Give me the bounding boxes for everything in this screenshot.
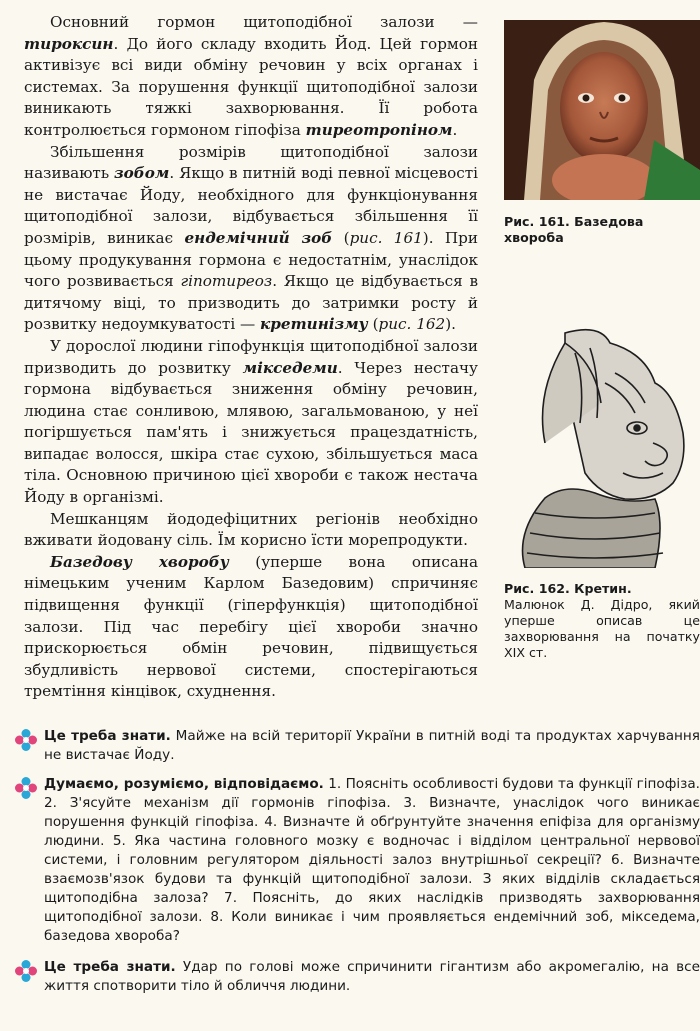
term-bold-italic: кретинізму	[260, 315, 368, 334]
text-run: (	[332, 228, 350, 247]
term-bold-italic: тироксин	[24, 34, 114, 53]
note-heading: Це треба знати.	[44, 728, 171, 744]
text-run: . Через нестачу гормона відбувається зниження обміну речовин, людина стає сонливою, млявою, загальмованою, у неї погіршується пам'ять і знижується працездатність, випадає волосся, шкіра стає сухою, збільшується маса тіла. Основною причиною цієї хвороби є також нестача Йоду в організмі.	[24, 358, 478, 507]
cretin-sketch	[505, 323, 700, 568]
term-italic: рис. 161	[349, 228, 423, 247]
flower-icon	[14, 959, 38, 983]
term-bold-italic: зобом	[113, 164, 170, 183]
figure-162-caption	[504, 581, 700, 661]
figure-162-caption-description: Малюнок Д. Дідро, який уперше описав це захворювання на початку XIX ст.	[504, 597, 700, 660]
figure-161-caption: Рис. 161. Базедова хвороба	[504, 214, 644, 245]
term-bold-italic: ендемічний зоб	[184, 228, 333, 247]
note-must-know-1	[14, 727, 700, 765]
term-bold-italic: мікседеми	[242, 358, 338, 377]
paragraph-5	[24, 552, 478, 703]
text-run: (	[367, 315, 379, 334]
text-run: (уперше вона описана німецьким ученим Карлом Базедовим) спричиняє підвищення функції (гіперфункція) щитоподібної залози. Під час перебігу цієї хвороби значно прискорюється обмін речовин, підвищується збудливість нервової системи, спостерігаються тремтіння кінцівок, схуднення.	[24, 552, 478, 701]
figure-162-caption-title: Рис. 162. Кретин.	[504, 581, 632, 596]
text-run: . Якщо в питній воді певної місцевості не вистачає Йоду, необхідного для функціонування щитоподібної залози, відбувається збільшення її розмірів, виникає	[24, 164, 478, 247]
note-body	[44, 958, 700, 996]
paragraph-1	[24, 12, 478, 142]
term-italic: рис. 162	[378, 315, 446, 334]
note-heading: Це треба знати.	[44, 959, 176, 975]
figure-162-drawing	[505, 323, 700, 568]
note-text: Удар по голові може спричинити гігантизм або акромегалію, на все життя спотворити тіло й обличчя людини.	[44, 959, 700, 994]
text-run: ). При цьому продукування гормона є недостатнім, унаслідок чого розвивається	[24, 228, 478, 291]
term-italic: гіпотиреоз	[180, 272, 273, 291]
paragraph-4	[24, 509, 478, 552]
text-run: Основний гормон щитоподібної залози —	[50, 13, 478, 31]
flower-icon	[14, 776, 38, 800]
note-body	[44, 727, 700, 765]
text-run: ).	[445, 315, 456, 334]
paragraph-3	[24, 336, 478, 509]
note-text: 1. Поясніть особливості будови та функції гіпофіза. 2. З'ясуйте механізм дії гормонів гіпофіза. 3. Визначте, унаслідок чого виникає порушення функцій гіпофіза. 4. Визначте й обґрунтуйте значення епіфіза для організму людини. 5. Яка частина головного мозку є водночас і відділом центральної нервової системи, і головним регулятором діяльності залоз внутрішньої секреції? 6. Визначте взаємозв'язок будови та функцій щитоподібної залози. З яких відділів складається щитоподібна залоза? 7. Поясніть, до яких наслідків призводять захворювання щитоподібної залози. 8. Коли виникає і чим проявляється ендемічний зоб, мікседема, базедова хвороба?	[44, 776, 700, 944]
text-run: Мешканцям йододефіцитних регіонів необхідно вживати йодовану сіль. Їм корисно їсти морепродукти.	[24, 509, 478, 550]
text-run: .	[452, 120, 458, 139]
text-run: . Якщо це відбувається в дитячому віці, то призводить до затримки росту й розвитку недоумкуватості —	[24, 272, 478, 334]
note-questions	[14, 775, 700, 946]
flower-icon	[14, 728, 38, 752]
term-bold-italic: Базедову хворобу	[50, 552, 229, 571]
note-text: Майже на всій території України в питній воді та продуктах харчування не вистачає Йоду.	[44, 728, 700, 763]
note-body	[44, 775, 700, 946]
figure-161-photo	[504, 20, 700, 200]
note-must-know-2	[14, 958, 700, 996]
portrait-illustration	[504, 20, 700, 200]
text-run: . До його складу входить Йод. Цей гормон активізує всі види обміну речовин у всіх органах і системах. За порушення функції щитоподібної залози виникають тяжкі захворювання. Її робота контролюється гормоном гіпофіза	[24, 34, 478, 139]
main-text	[24, 12, 478, 703]
text-run: Збільшення розмірів щитоподібної залози називають	[24, 142, 478, 183]
paragraph-2	[24, 142, 478, 336]
note-heading: Думаємо, розуміємо, відповідаємо.	[44, 776, 324, 792]
term-bold-italic: тиреотропіном	[305, 120, 453, 139]
text-run: У дорослої людини гіпофункція щитоподібної залози призводить до розвитку	[24, 336, 478, 377]
